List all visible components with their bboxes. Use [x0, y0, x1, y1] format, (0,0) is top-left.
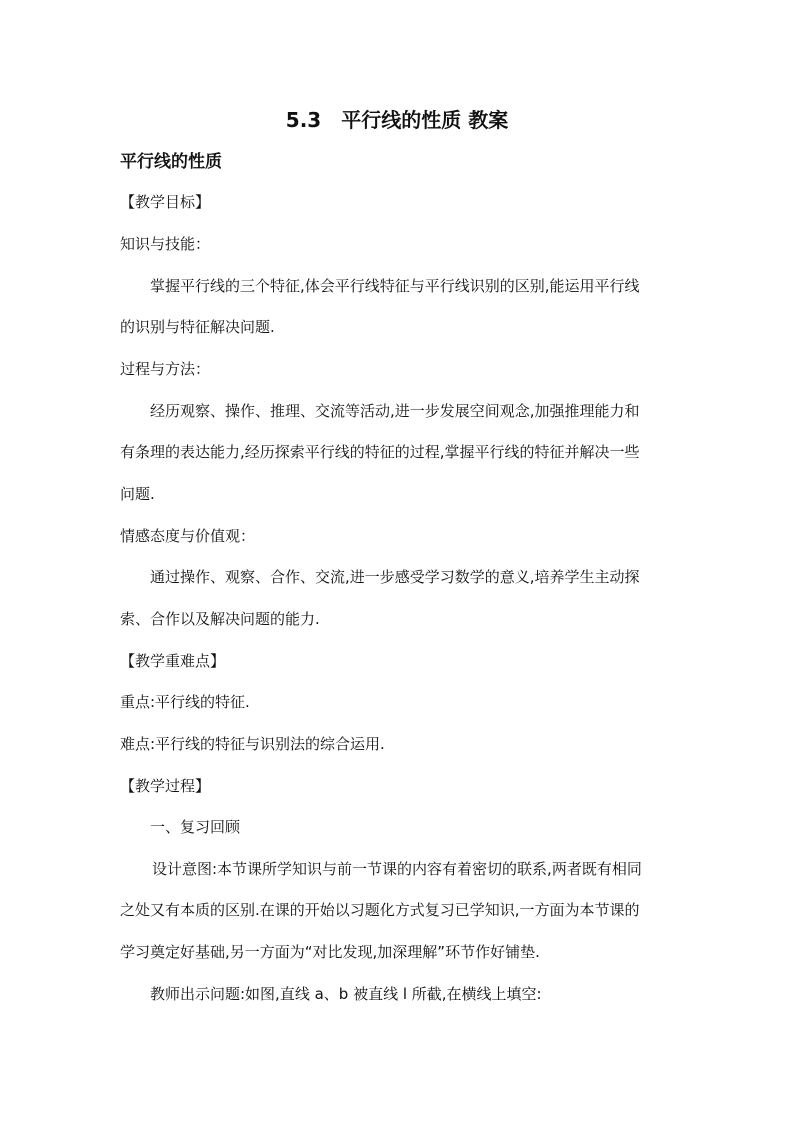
knowledge-label: 知识与技能：	[120, 235, 211, 253]
step-1-heading: 一、复习回顾	[150, 818, 241, 836]
difficult-point: 难点:平行线的特征与识别法的综合运用.	[120, 735, 385, 753]
process-label: 过程与方法：	[120, 360, 211, 378]
knowledge-paragraph-line-1: 掌握平行线的三个特征,体会平行线特征与平行线识别的区别,能运用平行线	[150, 277, 640, 295]
design-intent-line-3: 学习奠定好基础,另一方面为“对比发现,加深理解”环节作好铺垫.	[120, 943, 540, 961]
process-paragraph-line-3: 问题.	[120, 485, 155, 503]
emotion-paragraph-line-2: 索、合作以及解决问题的能力.	[120, 610, 320, 628]
design-intent-line-1: 设计意图:本节课所学知识与前一节课的内容有着密切的联系,两者既有相同	[152, 860, 642, 878]
process-paragraph-line-2: 有条理的表达能力,经历探索平行线的特征的过程,掌握平行线的特征并解决一些	[120, 443, 640, 461]
process-paragraph-line-1: 经历观察、操作、推理、交流等活动,进一步发展空间观念,加强推理能力和	[150, 402, 640, 420]
heading-keypoints: 【教学重难点】	[120, 652, 226, 670]
section-title: 平行线的性质	[120, 152, 222, 172]
emotion-paragraph-line-1: 通过操作、观察、合作、交流,进一步感受学习数学的意义,培养学生主动探	[150, 568, 640, 586]
heading-objectives: 【教学目标】	[120, 193, 211, 211]
heading-process: 【教学过程】	[120, 777, 211, 795]
key-point: 重点:平行线的特征.	[120, 693, 250, 711]
design-intent-line-2: 之处又有本质的区别.在课的开始以习题化方式复习已学知识,一方面为本节课的	[120, 901, 640, 919]
knowledge-paragraph-line-2: 的识别与特征解决问题.	[120, 318, 275, 336]
document-title: 5.3 平行线的性质 教案	[285, 108, 509, 132]
teacher-question: 教师出示问题:如图,直线 a、b 被直线 l 所截,在横线上填空:	[150, 985, 542, 1003]
emotion-label: 情感态度与价值观：	[120, 527, 256, 545]
